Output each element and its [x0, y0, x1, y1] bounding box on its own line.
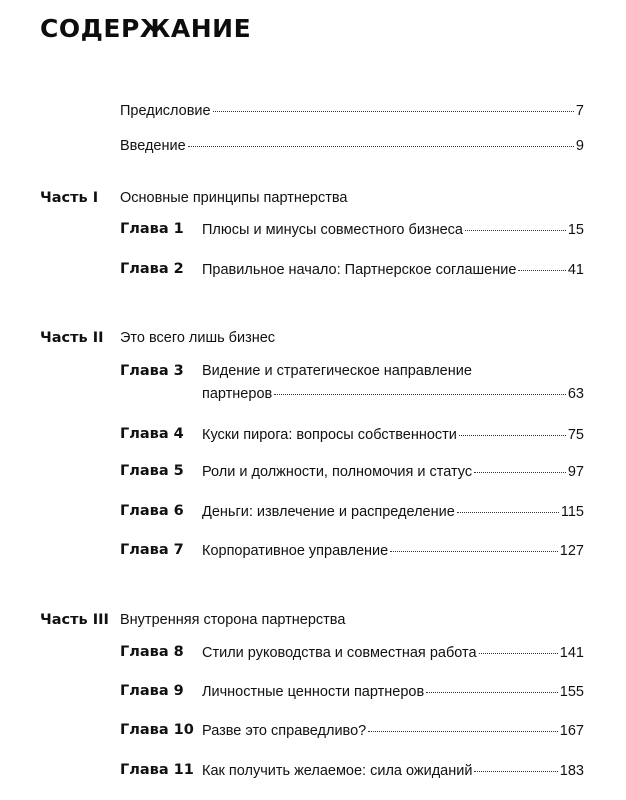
chapter-label: Глава 6: [120, 503, 184, 519]
chapter-label: Глава 1: [120, 221, 184, 237]
toc-entry-chapter-5[interactable]: [202, 463, 584, 481]
toc-entry-chapter-2[interactable]: [202, 261, 584, 279]
toc-entry-chapter-3[interactable]: [202, 385, 584, 403]
dot-leader: [459, 435, 566, 436]
chapter-label: Глава 8: [120, 644, 184, 660]
page-number: 75: [567, 427, 584, 443]
dot-leader: [274, 394, 566, 395]
page-number: 155: [559, 684, 584, 700]
toc-entry-chapter-11[interactable]: [202, 762, 584, 780]
page-number: 15: [567, 222, 584, 238]
entry-title: Деньги: извлечение и распределение: [202, 504, 455, 520]
page-number: 7: [575, 103, 584, 119]
entry-title: Куски пирога: вопросы собственности: [202, 427, 457, 443]
dot-leader: [465, 230, 566, 231]
entry-title: Стили руководства и совместная работа: [202, 645, 477, 661]
dot-leader: [368, 731, 558, 732]
page-number: 63: [567, 386, 584, 402]
part-label: Часть II: [40, 330, 104, 346]
chapter-label: Глава 7: [120, 542, 184, 558]
toc-entry-chapter-1[interactable]: [202, 221, 584, 239]
part-title: Основные принципы партнерства: [120, 190, 348, 206]
chapter-label: Глава 11: [120, 762, 194, 778]
chapter-label: Глава 2: [120, 261, 184, 277]
page-number: 115: [560, 504, 584, 520]
entry-title: Правильное начало: Партнерское соглашение: [202, 262, 517, 278]
page-number: 97: [567, 464, 584, 480]
toc-entry-chapter-8[interactable]: [202, 644, 584, 662]
chapter-label: Глава 5: [120, 463, 184, 479]
part-label: Часть III: [40, 612, 109, 628]
page-title: СОДЕРЖАНИЕ: [40, 14, 252, 43]
toc-entry-chapter-4[interactable]: [202, 426, 584, 444]
page-number: 167: [559, 723, 584, 739]
toc-entry-chapter-10[interactable]: [202, 722, 584, 740]
entry-title-line-1: Видение и стратегическое направление: [202, 363, 472, 379]
dot-leader: [474, 472, 566, 473]
entry-title: Разве это справедливо?: [202, 723, 367, 739]
entry-title: Личностные ценности партнеров: [202, 684, 425, 700]
page-number: 41: [567, 262, 584, 278]
toc-entry-chapter-7[interactable]: [202, 542, 584, 560]
entry-title: Корпоративное управление: [202, 543, 389, 559]
dot-leader: [518, 270, 565, 271]
entry-title-line-2: партнеров: [202, 386, 273, 402]
dot-leader: [479, 653, 558, 654]
part-title: Внутренняя сторона партнерства: [120, 612, 346, 628]
chapter-label: Глава 4: [120, 426, 184, 442]
dot-leader: [457, 512, 559, 513]
page-number: 9: [575, 138, 584, 154]
entry-title: Роли и должности, полномочия и статус: [202, 464, 473, 480]
part-title: Это всего лишь бизнес: [120, 330, 276, 346]
page-number: 127: [559, 543, 584, 559]
chapter-label: Глава 9: [120, 683, 184, 699]
toc-entry-chapter-6[interactable]: [202, 503, 584, 521]
entry-title: Предисловие: [120, 103, 211, 119]
entry-title: Введение: [120, 138, 186, 154]
chapter-label: Глава 3: [120, 363, 184, 379]
dot-leader: [426, 692, 558, 693]
dot-leader: [213, 111, 574, 112]
toc-entry-introduction[interactable]: [120, 137, 584, 155]
part-label: Часть I: [40, 190, 99, 206]
chapter-label: Глава 10: [120, 722, 194, 738]
entry-title: Как получить желаемое: сила ожиданий: [202, 763, 473, 779]
dot-leader: [390, 551, 558, 552]
toc-entry-chapter-9[interactable]: [202, 683, 584, 701]
dot-leader: [188, 146, 574, 147]
page-number: 183: [559, 763, 584, 779]
page-number: 141: [559, 645, 584, 661]
dot-leader: [474, 771, 557, 772]
toc-entry-preface[interactable]: [120, 102, 584, 120]
entry-title: Плюсы и минусы совместного бизнеса: [202, 222, 463, 238]
